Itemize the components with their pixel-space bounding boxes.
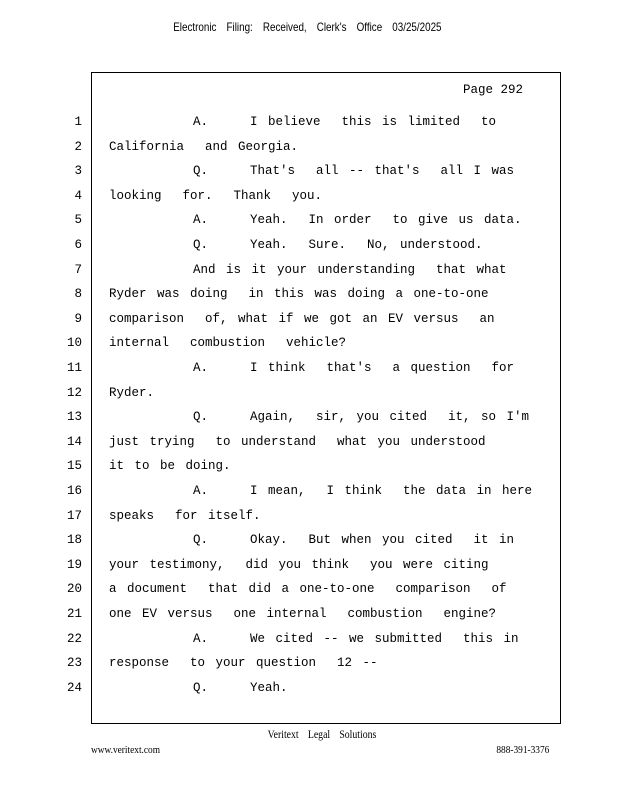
transcript-line: one EV versus one internal combustion engine?: [109, 607, 497, 621]
transcript-line: A. I think that's a question for: [109, 361, 515, 375]
transcript-line: speaks for itself.: [109, 508, 261, 523]
line-number: 2: [74, 139, 82, 154]
footer-phone: 888-391-3376: [496, 744, 549, 756]
line-number: 10: [66, 336, 82, 351]
transcript-line: A. We cited -- we submitted this in: [109, 631, 519, 646]
line-number: 5: [74, 213, 82, 228]
line-number: 7: [74, 262, 82, 277]
line-number: 11: [66, 361, 82, 375]
page-number-label: Page 292: [463, 83, 524, 97]
transcript-line: comparison of, what if we got an EV versus an: [109, 311, 495, 326]
line-number: 20: [66, 582, 82, 597]
transcript-line: just trying to understand what you understood: [109, 434, 486, 449]
footer-company-name: Veritext Legal Solutions: [267, 729, 377, 741]
line-number: 18: [66, 533, 82, 548]
line-number: 6: [74, 238, 82, 252]
transcript-line: Ryder.: [109, 385, 155, 400]
transcript-line: Q. Yeah.: [109, 680, 288, 695]
transcript-line: A. I believe this is limited to: [109, 115, 497, 129]
line-number: 17: [66, 508, 82, 523]
transcript-line: A. Yeah. In order to give us data.: [109, 213, 522, 228]
line-number: 14: [66, 434, 82, 449]
transcript-line: Q. That's all -- that's all I was: [109, 164, 515, 179]
transcript-line: California and Georgia.: [109, 139, 299, 154]
line-number: 23: [66, 656, 82, 671]
transcript-line: Q. Yeah. Sure. No, understood.: [109, 238, 483, 252]
transcript-line: internal combustion vehicle?: [109, 336, 347, 351]
line-number: 4: [74, 188, 82, 203]
line-number: 24: [66, 680, 82, 695]
transcript-line: a document that did a one-to-one comparison of: [109, 582, 507, 597]
transcript-line: Q. Okay. But when you cited it in: [109, 533, 515, 548]
footer-website: www.veritext.com: [91, 744, 160, 756]
transcript-line: looking for. Thank you.: [109, 188, 323, 203]
line-number: 15: [66, 459, 82, 474]
transcript-line: Q. Again, sir, you cited it, so I'm: [109, 410, 530, 425]
transcript-line: your testimony, did you think you were citing: [109, 557, 489, 572]
transcript-line: it to be doing.: [109, 459, 231, 474]
transcript-line: response to your question 12 --: [109, 656, 378, 671]
transcript-line: A. I mean, I think the data in here: [109, 484, 533, 498]
transcript-line: And is it your understanding that what: [109, 262, 507, 277]
line-number: 1: [74, 115, 82, 129]
line-number: 21: [66, 607, 82, 621]
line-number: 22: [66, 631, 82, 646]
line-number: 16: [66, 484, 82, 498]
transcript-line: Ryder was doing in this was doing a one-to-one: [109, 287, 489, 302]
line-number: 13: [66, 410, 82, 425]
line-number: 19: [66, 557, 82, 572]
line-number: 3: [74, 164, 82, 179]
line-number: 8: [74, 287, 82, 302]
filing-stamp-header: Electronic Filing: Received, Clerk's Office 03/25/2025: [173, 20, 442, 34]
line-number: 9: [74, 311, 82, 326]
line-number: 12: [66, 385, 82, 400]
